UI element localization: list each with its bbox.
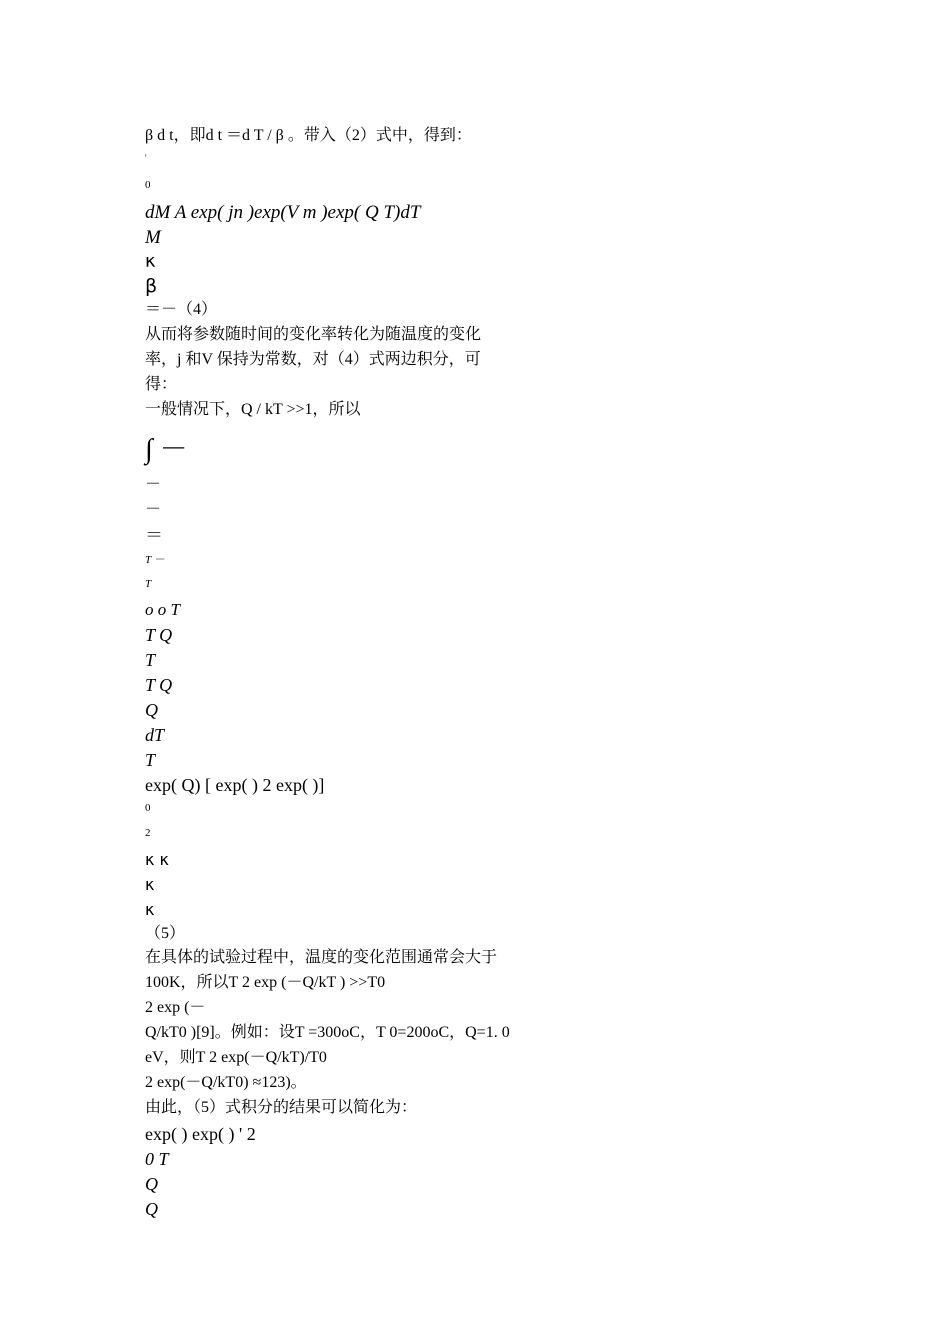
formula-line: ＝ (145, 525, 163, 545)
formula-line: exp( ) exp( ) ' 2 (145, 1124, 256, 1144)
formula-line: exp( Q) [ exp( ) 2 exp( )] (145, 775, 325, 795)
formula-line: 0 T (145, 1149, 169, 1169)
text-line: β d t，即d t ＝d T / β 。带入（2）式中，得到： (145, 127, 472, 144)
formula-line: β (145, 275, 158, 297)
formula-line: T Q (145, 675, 173, 695)
formula-line: T Q (145, 625, 173, 645)
text-line: 2 exp (－ (145, 999, 206, 1016)
formula-line: ∫ － (145, 434, 188, 465)
formula-line: 2 (145, 827, 151, 839)
formula-line: － (145, 476, 162, 493)
formula-line: Q (145, 1199, 158, 1219)
formula-line: dM A exp( jn )exp(V m )exp( Q T)dT (145, 202, 421, 223)
text-line: 2 exp(－Q/kT0) ≈123)。 (145, 1074, 307, 1091)
formula-line: T (145, 750, 156, 770)
formula-line: 0 (145, 802, 151, 814)
text-line: eV，则T 2 exp(－Q/kT)/T0 (145, 1049, 327, 1066)
text-line: ' (145, 153, 147, 163)
formula-line: M (145, 227, 161, 248)
formula-line: T (145, 650, 156, 670)
text-line: Q/kT0 )[9]。例如：设T =300oC，T 0=200oC，Q=1. 0 (145, 1024, 510, 1041)
text-line: 从而将参数随时间的变化率转化为随温度的变化 (145, 326, 482, 343)
text-line: ＝－（4） (145, 301, 218, 318)
formula-line: Q (145, 700, 158, 720)
formula-line: κ (145, 900, 155, 919)
formula-line: κ (145, 875, 155, 894)
text-line: 0 (145, 179, 151, 191)
formula-line: － (145, 501, 162, 518)
formula-line: dT (145, 725, 165, 745)
formula-line: o o T (145, 600, 180, 619)
text-line: 在具体的试验过程中，温度的变化范围通常会大于 (145, 949, 498, 966)
text-line: 由此，（5）式积分的结果可以简化为： (145, 1099, 418, 1116)
text-line: 一般情况下，Q / kT >>1，所以 (145, 401, 361, 418)
formula-line: κ (145, 251, 156, 272)
text-line: 100K，所以T 2 exp (－Q/kT ) >>T0 (145, 974, 386, 991)
text-line: （5） (145, 925, 186, 942)
formula-line: Q (145, 1174, 158, 1194)
text-line: 得： (145, 376, 178, 393)
formula-line: κ κ (145, 850, 169, 869)
formula-line: T － (145, 554, 165, 566)
formula-line: T (145, 578, 152, 590)
text-line: 率，j 和V 保持为常数，对（4）式两边积分，可 (145, 351, 481, 368)
